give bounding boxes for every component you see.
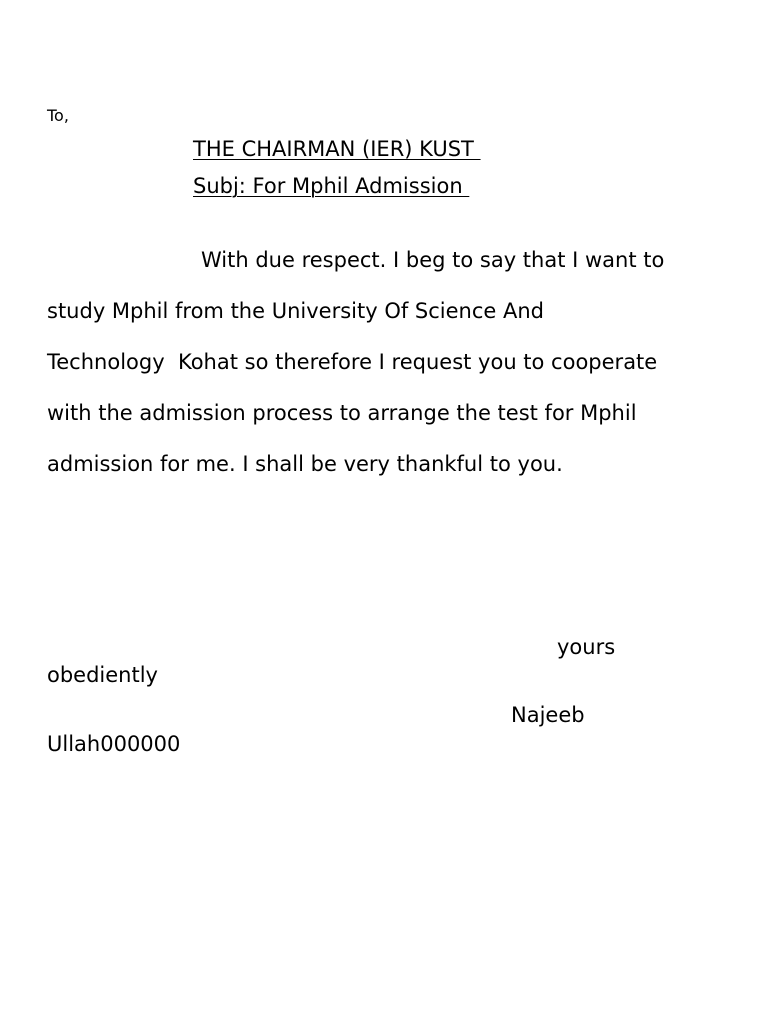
body-line-3: Technology Kohat so therefore I request you to cooperate (47, 350, 658, 374)
signature-first-name: Najeeb (511, 703, 585, 727)
recipient-line: THE CHAIRMAN (IER) KUST (193, 137, 481, 161)
body-line-5: admission for me. I shall be very thankful to you. (47, 452, 563, 476)
closing-word-1: yours (557, 635, 616, 659)
body-line-2: study Mphil from the University Of Science And (47, 299, 544, 323)
salutation: To, (47, 106, 69, 125)
signature-last-name: Ullah000000 (47, 732, 181, 756)
subject-line: Subj: For Mphil Admission (193, 174, 470, 198)
body-line-4: with the admission process to arrange the test for Mphil (47, 401, 637, 425)
body-line-1: With due respect. I beg to say that I want to (201, 248, 665, 272)
closing-word-2: obediently (47, 663, 158, 687)
